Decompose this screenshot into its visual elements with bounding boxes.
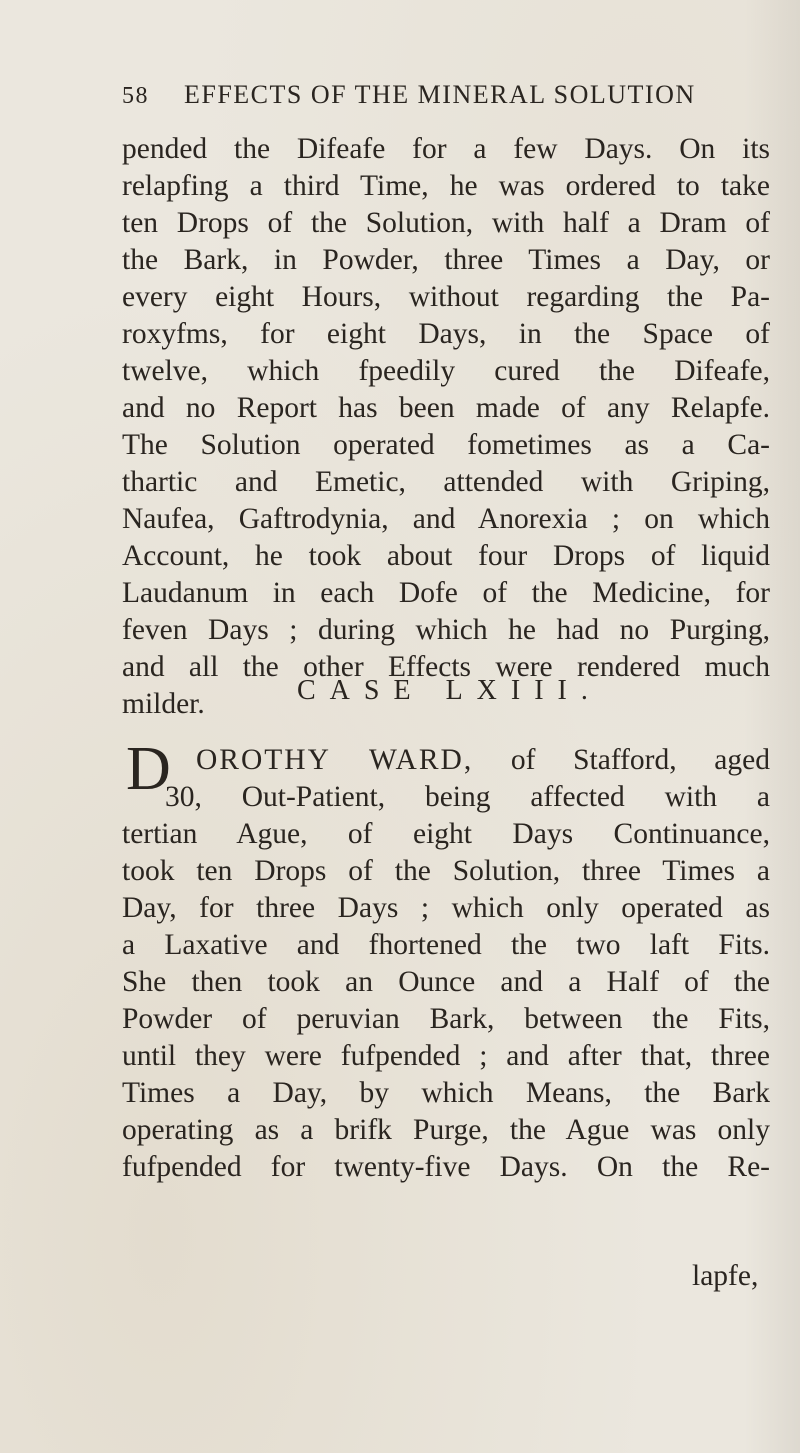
text-line: every eight Hours, without regarding the Pa- bbox=[122, 281, 770, 313]
case-paragraph bbox=[122, 816, 770, 1186]
text-line: until they were fufpended ; and after that, three bbox=[122, 1040, 770, 1072]
catchword: lapfe, bbox=[692, 1260, 759, 1292]
text-line: milder. bbox=[122, 688, 205, 720]
running-title: EFFECTS OF THE MINERAL SOLUTION bbox=[184, 80, 696, 109]
text-line: She then took an Ounce and a Half of the bbox=[122, 966, 770, 998]
text-line: pended the Difeafe for a few Days. On its bbox=[122, 133, 770, 165]
text-line: tertian Ague, of eight Days Continuance, bbox=[122, 818, 770, 850]
text-line: Day, for three Days ; which only operated as bbox=[122, 892, 770, 924]
text-line: Times a Day, by which Means, the Bark bbox=[122, 1077, 770, 1109]
case-first-line bbox=[196, 742, 770, 779]
text-line: the Bark, in Powder, three Times a Day, or bbox=[122, 244, 770, 276]
text-line: roxyfms, for eight Days, in the Space of bbox=[122, 318, 770, 350]
text-line: and all the other Effects were rendered much bbox=[122, 651, 770, 683]
text-line: a Laxative and fhortened the two laft Fits. bbox=[122, 929, 770, 961]
first-line-rest: of Stafford, aged bbox=[510, 744, 770, 776]
running-header bbox=[122, 80, 762, 116]
text-line: Powder of peruvian Bark, between the Fits, bbox=[122, 1003, 770, 1035]
text-line: feven Days ; during which he had no Purging, bbox=[122, 614, 770, 646]
text-line: twelve, which fpeedily cured the Difeafe, bbox=[122, 355, 770, 387]
text-line: Naufea, Gaftrodynia, and Anorexia ; on which bbox=[122, 503, 770, 535]
text-line: thartic and Emetic, attended with Griping, bbox=[122, 466, 770, 498]
text-line: took ten Drops of the Solution, three Times a bbox=[122, 855, 770, 887]
drop-cap: D bbox=[126, 735, 171, 803]
case-second-line: 30, Out-Patient, being affected with a bbox=[165, 781, 770, 813]
text-line: Laudanum in each Dofe of the Medicine, for bbox=[122, 577, 770, 609]
text-line: The Solution operated fometimes as a Ca- bbox=[122, 429, 770, 461]
patient-name: OROTHY WARD, bbox=[196, 744, 474, 776]
text-line: fufpended for twenty-five Days. On the Re- bbox=[122, 1151, 770, 1183]
case-heading: CASE LXIII. bbox=[297, 675, 602, 706]
text-line: and no Report has been made of any Relapfe. bbox=[122, 392, 770, 424]
page-number: 58 bbox=[122, 83, 149, 109]
text-line: ten Drops of the Solution, with half a Dram of bbox=[122, 207, 770, 239]
text-line: relapfing a third Time, he was ordered to take bbox=[122, 170, 770, 202]
paragraph-continuation bbox=[122, 131, 770, 723]
text-line: Account, he took about four Drops of liquid bbox=[122, 540, 770, 572]
text-line: operating as a brifk Purge, the Ague was only bbox=[122, 1114, 770, 1146]
